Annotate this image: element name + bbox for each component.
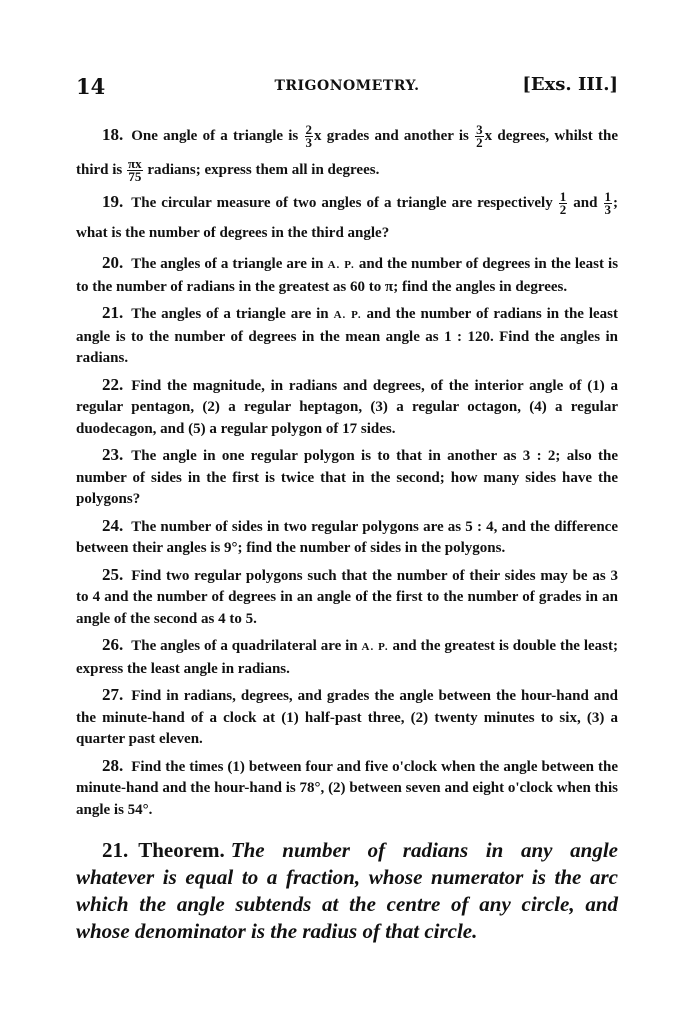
exercise-21	[76, 302, 618, 370]
theorem-title: Theorem.	[138, 838, 225, 862]
exercise-number: 22.	[102, 374, 124, 394]
exercise-list	[76, 118, 618, 966]
exercise-number: 28.	[102, 755, 124, 775]
exercise-number: 21.	[102, 303, 124, 322]
fraction: $\frac{1}{3}$	[604, 189, 612, 218]
exercise-text: ; what is the number of degrees in the third angle?	[76, 195, 619, 241]
theorem-number: 21.	[102, 838, 129, 862]
arithmetic-progression-abbr: A. P.	[333, 309, 362, 321]
arithmetic-progression-abbr: A. P.	[361, 641, 389, 653]
exercise-set-reference: [Exs. III.]	[522, 74, 618, 95]
theorem-statement: The number of radians in any angle whatever is equal to a fraction, whose numerator is the arc which the angle subtends at the centre of any circle, and whose denominator is the radius of that circle.	[76, 838, 618, 943]
fraction: $\frac{2}{3}$	[305, 122, 313, 151]
exercise-22	[76, 374, 618, 441]
exercise-number: 23.	[102, 445, 124, 464]
exercise-text: One angle of a triangle is	[131, 128, 299, 144]
exercise-20	[76, 252, 618, 298]
exercise-24	[76, 515, 618, 560]
exercise-text: x degrees, whilst the third is	[76, 128, 619, 178]
exercise-27	[76, 684, 618, 751]
arithmetic-progression-abbr: A. P.	[327, 259, 355, 271]
exercise-text: Find two regular polygons such that the number of their sides may be as 3 to 4 and the number of degrees in an angle of the first to the number of grades in an angle of the second as 4 to 5.	[76, 567, 618, 627]
exercise-text: Find the times (1) between four and five o'clock when the angle between the minute-hand and the hour-hand is 78°, (2) between seven and eight o'clock when this angle is 54°.	[76, 758, 618, 818]
exercise-28	[76, 755, 618, 822]
fraction: $\frac{\pi x}{75}$	[128, 156, 142, 185]
exercise-text: The number of sides in two regular polygons are as 5 : 4, and the difference between their angles is 9°; find the number of sides in the polygons.	[76, 518, 618, 556]
exercise-text: Find in radians, degrees, and grades the angle between the hour-hand and the minute-hand of a clock at (1) half-past three, (2) twenty minutes to six, (3) a quarter past eleven.	[76, 688, 618, 747]
exercise-19	[76, 187, 618, 248]
exercise-number: 20.	[102, 253, 124, 272]
fraction: $\frac{3}{2}$	[476, 122, 483, 151]
exercise-text: Find the magnitude, in radians and degrees, of the interior angle of (1) a regular pentagon, (2) a regular heptagon, (3) a regular octagon, (4) a regular duodecagon, and (5) a regular polygon of 17 sides.	[76, 377, 618, 437]
exercise-26	[76, 634, 618, 680]
exercise-number: 26.	[102, 635, 124, 654]
exercise-text: x grades and another is	[314, 128, 469, 144]
exercise-text: The circular measure of two angles of a triangle are respectively	[131, 195, 553, 211]
exercise-number: 18.	[102, 125, 124, 144]
exercise-text: The angle in one regular polygon is to that in another as 3 : 2; also the number of sides in the first is twice that in the second; how many sides have the polygons?	[76, 448, 618, 507]
page-number: 14	[76, 74, 106, 99]
exercise-text: The angles of a triangle are in	[131, 256, 324, 272]
exercise-number: 27.	[102, 685, 124, 704]
exercise-text: The angles of a triangle are in	[131, 306, 329, 322]
running-title: TRIGONOMETRY.	[274, 78, 420, 94]
exercise-18	[76, 118, 618, 187]
fraction: $\frac{1}{2}$	[559, 189, 567, 218]
exercise-number: 25.	[102, 564, 124, 584]
exercise-text: and the number of degrees in the least is to the number of radians in the greatest as 60 to π; find the angles in degrees.	[76, 256, 619, 295]
exercise-25	[76, 564, 618, 631]
running-header	[76, 74, 618, 100]
exercise-number: 24.	[102, 515, 124, 535]
exercise-text: and the greatest is double the least; express the least angle in radians.	[76, 638, 619, 677]
exercise-text: and	[573, 195, 598, 211]
exercise-23	[76, 444, 618, 511]
theorem-21	[76, 837, 618, 945]
exercise-text: The angles of a quadrilateral are in	[131, 638, 358, 654]
exercise-text: radians; express them all in degrees.	[147, 162, 380, 178]
exercise-number: 19.	[102, 192, 124, 211]
exercise-text: and the number of radians in the least angle is to the number of degrees in the mean angle as 1 : 120. Find the angles in radians.	[76, 306, 619, 366]
